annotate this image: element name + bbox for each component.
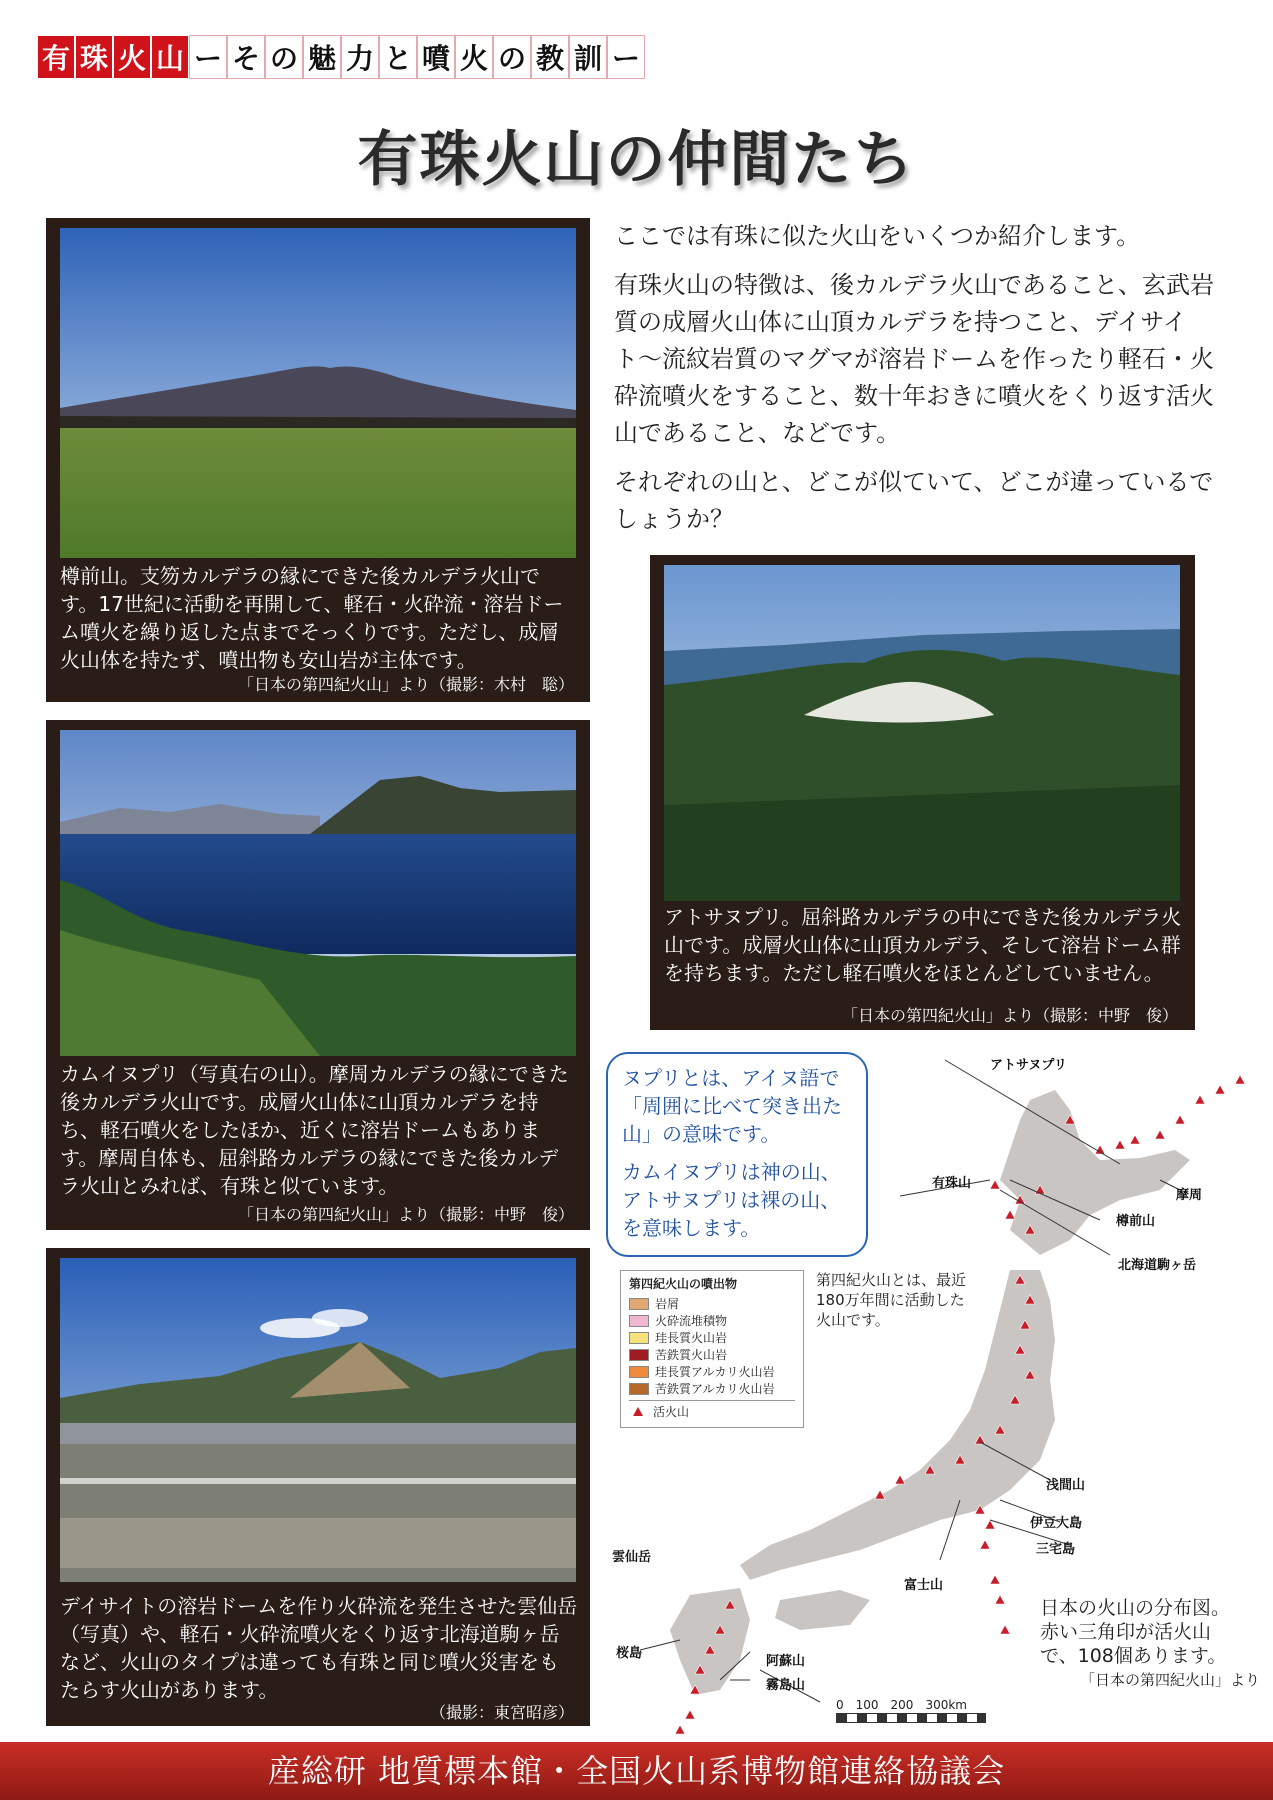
- header-tile: ー: [189, 35, 227, 79]
- volcano-triangle-icon: [1000, 1625, 1010, 1634]
- photo-atosanupuri: [664, 565, 1180, 901]
- header-tile: 魅: [303, 35, 341, 79]
- map-label-fuji: 富士山: [904, 1578, 944, 1593]
- map-source: 「日本の第四紀火山」より: [1079, 1671, 1260, 1689]
- map-label-usu: 有珠山: [932, 1176, 972, 1191]
- scale-label: 0 100 200 300km: [836, 1698, 967, 1712]
- legend-item: [629, 1380, 795, 1397]
- header-tile: 教: [531, 35, 569, 79]
- volcano-triangle-icon: [1175, 1115, 1185, 1124]
- map-caption-line: で、108個あります。: [1040, 1645, 1227, 1667]
- credit-tarumae: 「日本の第四紀火山」より（撮影：木村 聡）: [237, 675, 574, 694]
- scale-bar: [836, 1696, 986, 1723]
- legend-item: [629, 1329, 795, 1346]
- volcano-triangle-icon: [990, 1575, 1000, 1584]
- map-caption-line: 赤い三角印が活火山: [1040, 1621, 1212, 1643]
- header-tile: 力: [341, 35, 379, 79]
- map-label-komagatake: 北海道駒ヶ岳: [1118, 1258, 1197, 1273]
- photo-tarumae: [60, 228, 576, 558]
- header-tile: 有: [37, 35, 75, 79]
- legend-item: [629, 1295, 795, 1312]
- intro-paragraph-2: 有珠火山の特徴は、後カルデラ火山であること、玄武岩質の成層火山体に山頂カルデラを持つこと、デイサイト〜流紋岩質のマグマが溶岩ドームを作ったり軽石・火砕流噴火をすること、数十年おきに噴火をくり返す活火山であること、などです。: [614, 271, 1214, 447]
- map-label-sakurajima: 桜島: [616, 1646, 643, 1661]
- volcano-triangle-icon: [1215, 1085, 1225, 1094]
- legend-label: 珪長質火山岩: [655, 1331, 728, 1345]
- legend-item: [629, 1363, 795, 1380]
- legend-swatch: [629, 1383, 649, 1395]
- photo-unzen: [60, 1258, 576, 1582]
- credit-atosanupuri: 「日本の第四紀火山」より（撮影：中野 俊）: [841, 1006, 1178, 1025]
- header-tile: の: [493, 35, 531, 79]
- credit-kamuinupuri: 「日本の第四紀火山」より（撮影：中野 俊）: [237, 1205, 574, 1224]
- volcano-triangle-icon: [1130, 1135, 1140, 1144]
- map-label-izuoshima: 伊豆大島: [1030, 1516, 1083, 1531]
- map-caption-line: 日本の火山の分布図。: [1040, 1597, 1231, 1619]
- header-tile: 珠: [75, 35, 113, 79]
- map-label-asama: 浅間山: [1046, 1478, 1086, 1493]
- volcano-triangle-icon: [990, 1180, 1000, 1189]
- page-title: 有珠火山の仲間たち: [357, 125, 916, 195]
- map-label-kirishima: 霧島山: [766, 1678, 806, 1693]
- volcano-triangle-icon: [1005, 1210, 1015, 1219]
- series-title-tiles: [37, 35, 645, 79]
- map-label-miyake: 三宅島: [1036, 1542, 1076, 1557]
- legend-item: [629, 1346, 795, 1363]
- scale-bar-graphic: [836, 1713, 986, 1723]
- map-definition: 第四紀火山とは、最近180万年間に活動した火山です。: [816, 1271, 967, 1329]
- volcano-triangle-icon: [995, 1595, 1005, 1604]
- volcano-triangle-icon: [685, 1710, 695, 1719]
- caption-kamuinupuri: カムイヌプリ（写真右の山）。摩周カルデラの縁にできた後カルデラ火山です。成層火山体に山頂カルデラを持ち、軽石噴火をしたほか、近くに溶岩ドームもあります。摩周自体も、屈斜路カルデラの縁にできた後カルデラ火山とみれば、有珠と似ています。: [60, 1062, 569, 1198]
- note-paragraph-1: ヌプリとは、アイヌ語で「周囲に比べて突き出た山」の意味です。: [622, 1066, 842, 1146]
- legend-swatch: [629, 1332, 649, 1344]
- photo-panel-kamuinupuri: [46, 720, 590, 1230]
- map-label-tarumae: 樽前山: [1116, 1214, 1156, 1229]
- map-island-shikoku: [775, 1590, 870, 1630]
- footer-organization: 産総研 地質標本館・全国火山系博物館連絡協議会: [0, 1742, 1273, 1800]
- map-legend: [620, 1270, 804, 1428]
- header-tile: の: [265, 35, 303, 79]
- photo-panel-unzen: [46, 1248, 590, 1726]
- photo-panel-tarumae: [46, 218, 590, 702]
- header-tile: と: [379, 35, 417, 79]
- volcano-triangle-icon: [1115, 1140, 1125, 1149]
- volcano-triangle-icon: [895, 1475, 905, 1484]
- map-label-mashu: 摩周: [1176, 1188, 1203, 1203]
- map-label-unzen: 雲仙岳: [612, 1550, 652, 1565]
- volcano-triangle-icon: [1155, 1130, 1165, 1139]
- intro-text: [614, 218, 1214, 550]
- legend-label: 活火山: [653, 1405, 690, 1419]
- map-label-atosanupuri: アトサヌプリ: [990, 1058, 1067, 1073]
- caption-unzen: デイサイトの溶岩ドームを作り火砕流を発生させた雲仙岳（写真）や、軽石・火砕流噴火をくり返す北海道駒ヶ岳など、火山のタイプは違っても有珠と同じ噴火災害をもたらす火山があります。: [60, 1594, 578, 1702]
- legend-label: 火砕流堆積物: [655, 1314, 728, 1328]
- intro-paragraph-1: ここでは有珠に似た火山をいくつか紹介します。: [614, 222, 1141, 250]
- caption-tarumae: 樽前山。支笏カルデラの縁にできた後カルデラ火山です。17世紀に活動を再開して、軽石・火砕流・溶岩ドーム噴火を繰り返した点までそっくりです。ただし、成層火山体を持たず、噴出物も安山岩が主体です。: [60, 564, 564, 672]
- legend-label: 苦鉄質火山岩: [655, 1348, 728, 1362]
- photo-panel-atosanupuri: [650, 555, 1195, 1030]
- legend-swatch: [629, 1349, 649, 1361]
- legend-label: 珪長質アルカリ火山岩: [655, 1365, 775, 1379]
- header-tile: 火: [113, 35, 151, 79]
- legend-label: 苦鉄質アルカリ火山岩: [655, 1382, 775, 1396]
- map-label-aso: 阿蘇山: [766, 1654, 806, 1669]
- legend-item-active: [629, 1400, 795, 1420]
- intro-paragraph-3: それぞれの山と、どこが似ていて、どこが違っているでしょうか？: [614, 468, 1214, 533]
- volcano-triangle-icon: [1195, 1095, 1205, 1104]
- caption-atosanupuri: アトサヌプリ。屈斜路カルデラの中にできた後カルデラ火山です。成層火山体に山頂カルデラ、そして溶岩ドーム群を持ちます。ただし軽石噴火をほとんどしていません。: [664, 905, 1182, 985]
- legend-swatch: [629, 1315, 649, 1327]
- header-tile: そ: [227, 35, 265, 79]
- header-tile: 噴: [417, 35, 455, 79]
- map-caption: [1040, 1596, 1260, 1692]
- credit-unzen: （撮影：東宮昭彦）: [429, 1703, 574, 1722]
- legend-swatch: [629, 1298, 649, 1310]
- volcano-triangle-icon: [1235, 1075, 1245, 1084]
- triangle-icon: [633, 1407, 643, 1416]
- legend-label: 岩屑: [655, 1297, 680, 1311]
- map-island-kyushu: [670, 1588, 750, 1695]
- header-tile: 火: [455, 35, 493, 79]
- volcano-triangle-icon: [980, 1540, 990, 1549]
- legend-item: [629, 1312, 795, 1329]
- legend-title: 第四紀火山の噴出物: [629, 1277, 738, 1291]
- header-tile: 山: [151, 35, 189, 79]
- note-paragraph-2: カムイヌプリは神の山、アトサヌプリは裸の山、を意味します。: [622, 1160, 841, 1240]
- legend-swatch: [629, 1366, 649, 1378]
- header-tile: ー: [607, 35, 645, 79]
- photo-kamuinupuri: [60, 730, 576, 1056]
- header-tile: 訓: [569, 35, 607, 79]
- volcano-triangle-icon: [675, 1725, 685, 1734]
